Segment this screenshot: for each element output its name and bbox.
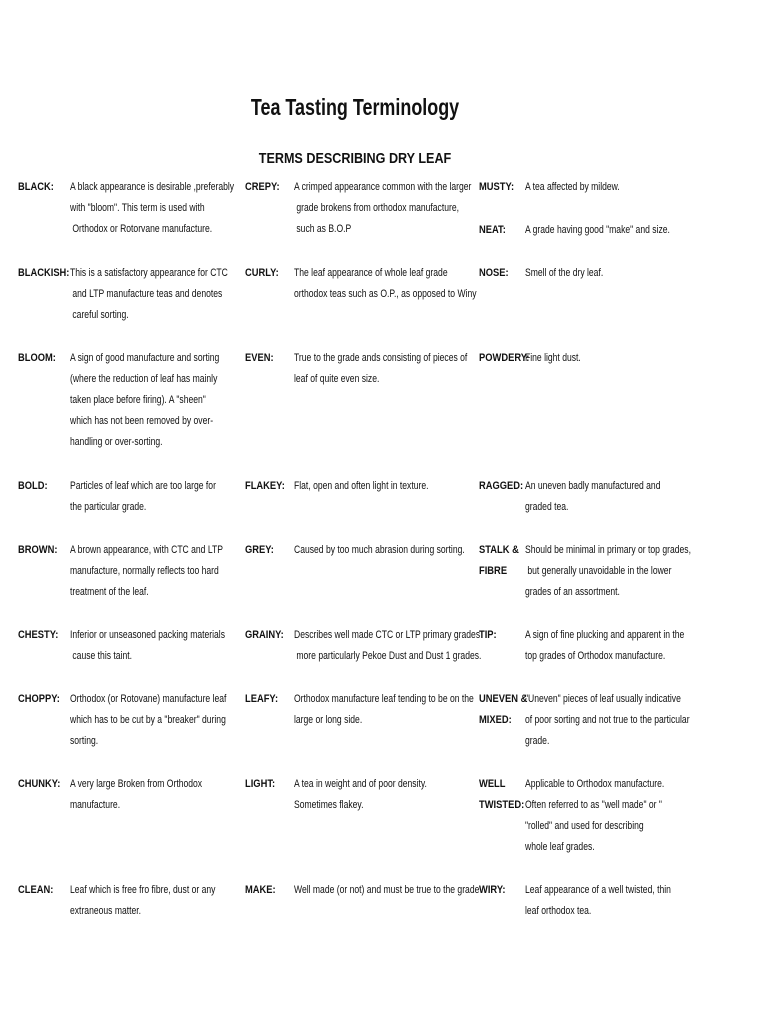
term-name: WIRY: bbox=[479, 884, 506, 896]
term-definition: A tea in weight and of poor density. Sometimes flakey. bbox=[294, 778, 427, 811]
term-name: BLACK: bbox=[18, 181, 54, 193]
term-definition: Orthodox (or Rotovane) manufacture leaf which has to be cut by a "breaker" during sorting. bbox=[70, 693, 227, 747]
term-definition: Fine light dust. bbox=[525, 352, 581, 364]
term-name: LIGHT: bbox=[245, 778, 276, 790]
term-name: STALK & FIBRE bbox=[479, 544, 519, 577]
section-heading: TERMS DESCRIBING DRY LEAF bbox=[258, 150, 452, 167]
term-definition: A very large Broken from Orthodox manufacture. bbox=[70, 778, 203, 811]
term-name: MUSTY: bbox=[479, 181, 515, 193]
term-name: POWDERY: bbox=[479, 352, 530, 364]
term-definition: A crimped appearance common with the larger grade brokens from orthodox manufacture, such as B.O.P bbox=[294, 181, 472, 235]
term-name: CHESTY: bbox=[18, 629, 59, 641]
term-name: BLACKISH: bbox=[18, 267, 70, 279]
term-name: CREPY: bbox=[245, 181, 280, 193]
term-definition: Applicable to Orthodox manufacture. Often referred to as "well made" or " "rolled" and used for describing whole leaf grades. bbox=[525, 778, 665, 853]
term-definition: Orthodox manufacture leaf tending to be on the large or long side. bbox=[294, 693, 474, 726]
term-name: CHUNKY: bbox=[18, 778, 61, 790]
term-definition: A black appearance is desirable ,preferably with "bloom". This term is used with Orthodox or Rotorvane manufacture. bbox=[70, 181, 235, 235]
term-name: CHOPPY: bbox=[18, 693, 60, 705]
term-name: CURLY: bbox=[245, 267, 279, 279]
term-definition: A sign of fine plucking and apparent in the top grades of Orthodox manufacture. bbox=[525, 629, 685, 662]
term-definition: A tea affected by mildew. bbox=[525, 181, 620, 193]
term-definition: Well made (or not) and must be true to the grade bbox=[294, 884, 480, 896]
term-name: MAKE: bbox=[245, 884, 276, 896]
term-name: CLEAN: bbox=[18, 884, 54, 896]
term-name: NEAT: bbox=[479, 224, 506, 236]
term-name: GREY: bbox=[245, 544, 274, 556]
term-definition: Describes well made CTC or LTP primary grades more particularly Pekoe Dust and Dust 1 grades. bbox=[294, 629, 482, 662]
term-name: TIP: bbox=[479, 629, 497, 641]
term-definition: Inferior or unseasoned packing materials cause this taint. bbox=[70, 629, 226, 662]
term-definition: A grade having good "make" and size. bbox=[525, 224, 670, 236]
term-name: BROWN: bbox=[18, 544, 58, 556]
term-name: FLAKEY: bbox=[245, 480, 285, 492]
page-title: Tea Tasting Terminology bbox=[250, 94, 460, 120]
term-definition: Flat, open and often light in texture. bbox=[294, 480, 429, 492]
term-name: LEAFY: bbox=[245, 693, 279, 705]
term-definition: This is a satisfactory appearance for CTC and LTP manufacture teas and denotes careful sorting. bbox=[70, 267, 228, 321]
term-name: BOLD: bbox=[18, 480, 48, 492]
term-name: BLOOM: bbox=[18, 352, 56, 364]
term-definition: An uneven badly manufactured and graded tea. bbox=[525, 480, 661, 513]
term-definition: Leaf which is free fro fibre, dust or any extraneous matter. bbox=[70, 884, 216, 917]
term-definition: Caused by too much abrasion during sorting. bbox=[294, 544, 465, 556]
term-definition: True to the grade ands consisting of pieces of leaf of quite even size. bbox=[294, 352, 468, 385]
term-name: NOSE: bbox=[479, 267, 509, 279]
term-definition: "Uneven" pieces of leaf usually indicative of poor sorting and not true to the particular grade. bbox=[525, 693, 690, 747]
term-name: GRAINY: bbox=[245, 629, 284, 641]
term-name: UNEVEN & MIXED: bbox=[479, 693, 528, 726]
term-definition: The leaf appearance of whole leaf grade orthodox teas such as O.P., as opposed to Winy bbox=[294, 267, 477, 300]
term-name: EVEN: bbox=[245, 352, 274, 364]
term-definition: Leaf appearance of a well twisted, thin leaf orthodox tea. bbox=[525, 884, 671, 917]
term-definition: Should be minimal in primary or top grades, but generally unavoidable in the lower grades of an assortment. bbox=[525, 544, 691, 598]
term-definition: A sign of good manufacture and sorting (where the reduction of leaf has mainly taken place before firing). A "sheen" which has not been removed by over- handling or over-sorting. bbox=[70, 352, 220, 448]
term-definition: Smell of the dry leaf. bbox=[525, 267, 604, 279]
term-name: WELL TWISTED: bbox=[479, 778, 525, 811]
term-name: RAGGED: bbox=[479, 480, 524, 492]
term-definition: Particles of leaf which are too large for the particular grade. bbox=[70, 480, 216, 513]
term-definition: A brown appearance, with CTC and LTP manufacture, normally reflects too hard treatment of the leaf. bbox=[70, 544, 223, 598]
